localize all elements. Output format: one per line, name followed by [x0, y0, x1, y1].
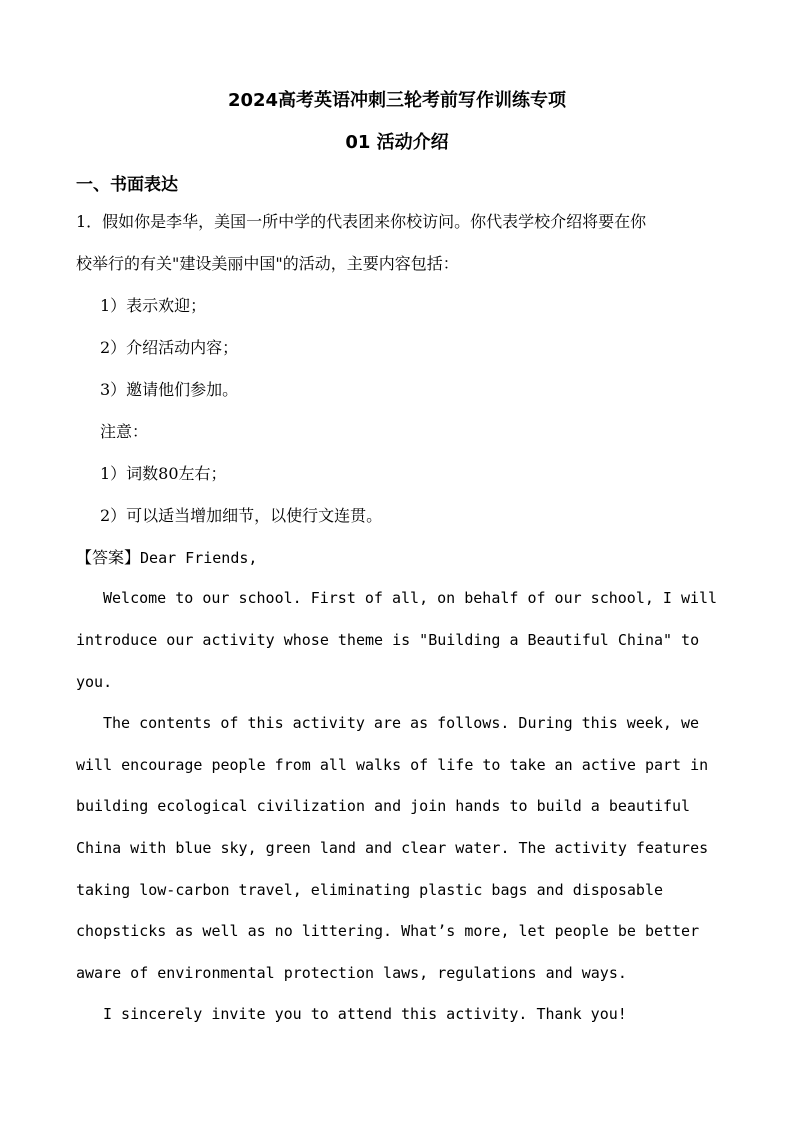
- answer-line-10: aware of environmental protection laws, regulations and ways.: [76, 964, 627, 982]
- answer-line-5: will encourage people from all walks of life to take an active part in: [76, 756, 709, 774]
- answer-line-2: introduce our activity whose theme is "Building a Beautiful China" to: [76, 631, 700, 649]
- answer-line-11: I sincerely invite you to attend this activity. Thank you!: [103, 1005, 627, 1023]
- answer-line-9: chopsticks as well as no littering. What’s more, let people be better: [76, 922, 700, 940]
- answer-line-8: taking low-carbon travel, eliminating plastic bags and disposable: [76, 881, 663, 899]
- question-point-1: 1）表示欢迎；: [100, 296, 207, 315]
- note-1: 1）词数80左右；: [100, 464, 227, 483]
- note-label: 注意：: [100, 422, 149, 441]
- question-line-1: 1．假如你是李华，美国一所中学的代表团来你校访问。你代表学校介绍将要在你: [76, 212, 647, 231]
- document-title: 2024高考英语冲刺三轮考前写作训练专项: [227, 90, 567, 111]
- answer-heading: [76, 548, 257, 568]
- answer-greeting: Dear Friends,: [140, 549, 258, 567]
- answer-line-4: The contents of this activity are as follows. During this week, we: [103, 714, 700, 732]
- answer-line-7: China with blue sky, green land and clear water. The activity features: [76, 839, 709, 857]
- answer-line-1: Welcome to our school. First of all, on behalf of our school, I will: [103, 589, 718, 607]
- answer-line-6: building ecological civilization and join hands to build a beautiful: [76, 797, 691, 815]
- section-heading: 一、书面表达: [76, 175, 178, 195]
- answer-line-3: you.: [76, 673, 113, 691]
- question-line-2: 校举行的有关"建设美丽中国"的活动，主要内容包括：: [76, 254, 459, 273]
- question-point-3: 3）邀请他们参加。: [100, 380, 239, 399]
- question-point-2: 2）介绍活动内容；: [100, 338, 239, 357]
- answer-label: 【答案】: [76, 548, 141, 567]
- document-subtitle: 01 活动介绍: [345, 132, 449, 153]
- note-2: 2）可以适当增加细节，以使行文连贯。: [100, 506, 383, 525]
